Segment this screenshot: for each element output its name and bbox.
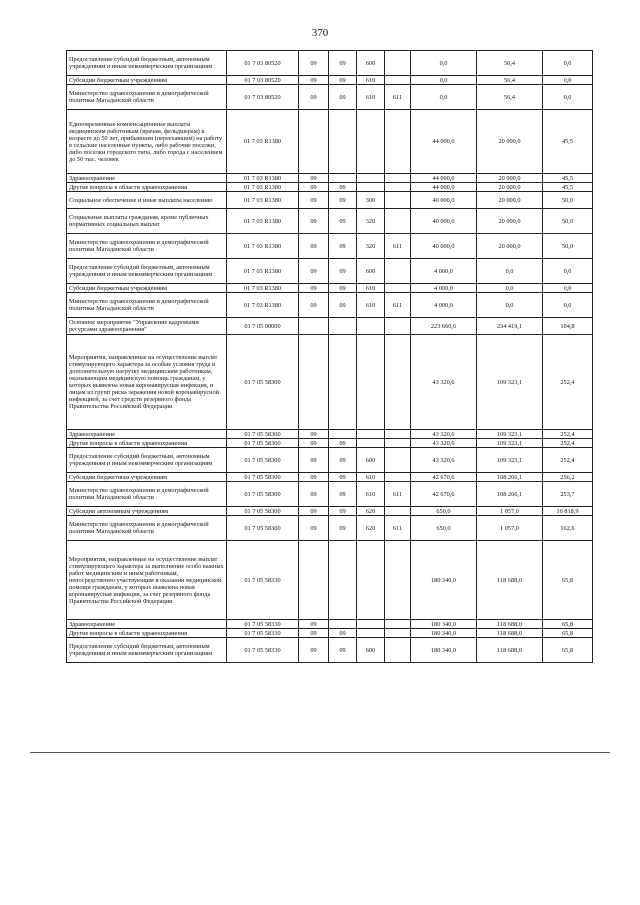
target-article-code: 01 7 03 80520 [227, 76, 299, 85]
expense-type-code: 300 [357, 192, 385, 209]
expense-type-code: 600 [357, 51, 385, 76]
target-article-code: 01 7 03 R1380 [227, 234, 299, 259]
approved-amount: 42 670,6 [411, 473, 477, 482]
administrator-code: 611 [385, 234, 411, 259]
subsection-code [329, 174, 357, 183]
administrator-code [385, 51, 411, 76]
execution-percent: 0,0 [543, 51, 593, 76]
section-code: 09 [299, 209, 329, 234]
executed-amount: 56,4 [477, 76, 543, 85]
target-article-code: 01 7 03 R1380 [227, 174, 299, 183]
executed-amount: 20 000,0 [477, 209, 543, 234]
row-name: Предоставление субсидий бюджетным, автономным учреждениям и иным некоммерческим организациям [67, 638, 227, 663]
target-article-code: 01 7 05 58300 [227, 430, 299, 439]
target-article-code: 01 7 05 58330 [227, 541, 299, 620]
administrator-code [385, 430, 411, 439]
section-code: 09 [299, 439, 329, 448]
executed-amount: 118 688,0 [477, 541, 543, 620]
row-name: Мероприятия, направленные на осуществление выплат стимулирующего характера за особые условия труда и дополнительную нагрузку медицинским работникам, оказывающим медицинскую помощь гражданам, у которых выявлена новая коронавирусная инфекция, и лицам из групп риска заражения новой коронавирусной инфекцией, за счет средств резервного фонда Правительства Российской Федерации [67, 335, 227, 430]
target-article-code: 01 7 03 R1380 [227, 293, 299, 318]
target-article-code: 01 7 03 R1380 [227, 192, 299, 209]
execution-percent: 65,8 [543, 638, 593, 663]
administrator-code [385, 183, 411, 192]
target-article-code: 01 7 05 58330 [227, 638, 299, 663]
section-code: 09 [299, 76, 329, 85]
administrator-code [385, 76, 411, 85]
section-code: 09 [299, 620, 329, 629]
section-code: 09 [299, 629, 329, 638]
row-name: Мероприятия, направленные на осуществление выплат стимулирующего характера за выполнение особо важных работ медицинским и иным работникам, непосредственно участвующим в оказании медицинской помощи гражданам, у которых выявлена новая коронавирусная инфекция, за счет резервного фонда Правительства Российской Федерации [67, 541, 227, 620]
expense-type-code [357, 439, 385, 448]
executed-amount: 234 419,1 [477, 318, 543, 335]
subsection-code [329, 318, 357, 335]
section-code: 09 [299, 183, 329, 192]
administrator-code: 611 [385, 85, 411, 110]
approved-amount: 0,0 [411, 85, 477, 110]
subsection-code [329, 110, 357, 174]
target-article-code: 01 7 03 R1380 [227, 183, 299, 192]
row-name: Другие вопросы в области здравоохранения [67, 439, 227, 448]
subsection-code: 09 [329, 183, 357, 192]
execution-percent: 253,7 [543, 482, 593, 507]
row-name: Основное мероприятие "Управление кадровыми ресурсами здравоохранения" [67, 318, 227, 335]
expense-type-code: 610 [357, 85, 385, 110]
executed-amount: 1 057,0 [477, 507, 543, 516]
footer-divider [30, 752, 610, 753]
table-row [67, 192, 593, 209]
subsection-code: 09 [329, 284, 357, 293]
section-code: 09 [299, 638, 329, 663]
table-row [67, 318, 593, 335]
row-name: Другие вопросы в области здравоохранения [67, 183, 227, 192]
executed-amount: 1 057,0 [477, 516, 543, 541]
approved-amount: 180 340,0 [411, 541, 477, 620]
executed-amount: 118 688,0 [477, 620, 543, 629]
section-code: 09 [299, 51, 329, 76]
expense-type-code: 610 [357, 284, 385, 293]
table-row [67, 209, 593, 234]
expense-type-code: 610 [357, 293, 385, 318]
row-name: Министерство здравоохранения и демографической политики Магаданской области [67, 234, 227, 259]
subsection-code: 09 [329, 516, 357, 541]
execution-percent: 45,5 [543, 110, 593, 174]
section-code: 09 [299, 293, 329, 318]
administrator-code [385, 209, 411, 234]
subsection-code: 09 [329, 85, 357, 110]
administrator-code [385, 448, 411, 473]
executed-amount: 109 323,1 [477, 430, 543, 439]
executed-amount: 0,0 [477, 293, 543, 318]
subsection-code: 09 [329, 482, 357, 507]
table-row [67, 629, 593, 638]
section-code: 09 [299, 259, 329, 284]
page-number: 370 [311, 27, 329, 39]
executed-amount: 20 000,0 [477, 192, 543, 209]
execution-percent: 0,0 [543, 259, 593, 284]
execution-percent: 0,0 [543, 76, 593, 85]
target-article-code: 01 7 05 58300 [227, 335, 299, 430]
target-article-code: 01 7 03 R1380 [227, 110, 299, 174]
budget-table [66, 50, 593, 663]
subsection-code: 09 [329, 234, 357, 259]
row-name: Другие вопросы в области здравоохранения [67, 629, 227, 638]
table-row [67, 516, 593, 541]
approved-amount: 4 000,0 [411, 284, 477, 293]
table-row [67, 183, 593, 192]
section-code: 09 [299, 430, 329, 439]
table-row [67, 638, 593, 663]
administrator-code: 611 [385, 516, 411, 541]
row-name: Социальное обеспечение и иные выплаты населению [67, 192, 227, 209]
approved-amount: 44 000,0 [411, 183, 477, 192]
subsection-code: 09 [329, 473, 357, 482]
administrator-code [385, 638, 411, 663]
table-row [67, 482, 593, 507]
expense-type-code: 320 [357, 234, 385, 259]
section-code: 09 [299, 192, 329, 209]
section-code: 09 [299, 174, 329, 183]
subsection-code: 09 [329, 259, 357, 284]
target-article-code: 01 7 05 58330 [227, 629, 299, 638]
target-article-code: 01 7 05 58300 [227, 482, 299, 507]
subsection-code: 09 [329, 76, 357, 85]
administrator-code [385, 259, 411, 284]
execution-percent: 45,5 [543, 183, 593, 192]
target-article-code: 01 7 05 58330 [227, 620, 299, 629]
execution-percent: 162,6 [543, 516, 593, 541]
section-code [299, 541, 329, 620]
row-name: Министерство здравоохранения и демографической политики Магаданской области [67, 482, 227, 507]
approved-amount: 180 340,0 [411, 620, 477, 629]
expense-type-code [357, 335, 385, 430]
execution-percent: 50,0 [543, 234, 593, 259]
executed-amount: 56,4 [477, 51, 543, 76]
subsection-code: 09 [329, 638, 357, 663]
executed-amount: 56,4 [477, 85, 543, 110]
executed-amount: 20 000,0 [477, 183, 543, 192]
administrator-code [385, 541, 411, 620]
administrator-code [385, 620, 411, 629]
table-row [67, 259, 593, 284]
execution-percent: 252,4 [543, 430, 593, 439]
row-name: Предоставление субсидий бюджетным, автономным учреждениям и иным некоммерческим организациям [67, 448, 227, 473]
table-row [67, 76, 593, 85]
execution-percent: 252,4 [543, 448, 593, 473]
administrator-code [385, 174, 411, 183]
approved-amount: 40 000,0 [411, 192, 477, 209]
target-article-code: 01 7 05 58300 [227, 439, 299, 448]
expense-type-code: 610 [357, 473, 385, 482]
expense-type-code: 600 [357, 259, 385, 284]
administrator-code [385, 192, 411, 209]
table-row [67, 448, 593, 473]
administrator-code [385, 439, 411, 448]
row-name: Предоставление субсидий бюджетным, автономным учреждениям и иным некоммерческим организациям [67, 259, 227, 284]
row-name: Субсидии бюджетным учреждениям [67, 76, 227, 85]
expense-type-code [357, 174, 385, 183]
section-code [299, 335, 329, 430]
row-name: Министерство здравоохранения и демографической политики Магаданской области [67, 85, 227, 110]
subsection-code: 09 [329, 192, 357, 209]
target-article-code: 01 7 03 R1380 [227, 209, 299, 234]
administrator-code [385, 110, 411, 174]
executed-amount: 20 000,0 [477, 234, 543, 259]
section-code: 09 [299, 234, 329, 259]
subsection-code: 09 [329, 629, 357, 638]
approved-amount: 4 000,0 [411, 293, 477, 318]
approved-amount: 180 340,0 [411, 638, 477, 663]
section-code: 09 [299, 284, 329, 293]
expense-type-code: 600 [357, 448, 385, 473]
approved-amount: 180 340,0 [411, 629, 477, 638]
target-article-code: 01 7 03 80520 [227, 85, 299, 110]
administrator-code [385, 335, 411, 430]
executed-amount: 108 266,1 [477, 482, 543, 507]
subsection-code [329, 620, 357, 629]
table-row [67, 234, 593, 259]
row-name: Здравоохранение [67, 620, 227, 629]
expense-type-code [357, 430, 385, 439]
table-row [67, 174, 593, 183]
subsection-code [329, 430, 357, 439]
target-article-code: 01 7 05 58300 [227, 448, 299, 473]
row-name: Предоставление субсидий бюджетным, автономным учреждениям и иным некоммерческим организациям [67, 51, 227, 76]
approved-amount: 223 660,6 [411, 318, 477, 335]
row-name: Здравоохранение [67, 430, 227, 439]
target-article-code: 01 7 05 00000 [227, 318, 299, 335]
expense-type-code: 620 [357, 507, 385, 516]
executed-amount: 109 323,1 [477, 448, 543, 473]
section-code [299, 110, 329, 174]
approved-amount: 43 320,6 [411, 335, 477, 430]
expense-type-code [357, 629, 385, 638]
administrator-code: 611 [385, 482, 411, 507]
administrator-code [385, 318, 411, 335]
table-row [67, 293, 593, 318]
section-code [299, 318, 329, 335]
subsection-code: 09 [329, 448, 357, 473]
executed-amount: 0,0 [477, 284, 543, 293]
expense-type-code: 600 [357, 638, 385, 663]
expense-type-code: 610 [357, 482, 385, 507]
execution-percent: 65,8 [543, 629, 593, 638]
subsection-code: 09 [329, 51, 357, 76]
subsection-code: 09 [329, 293, 357, 318]
table-row [67, 439, 593, 448]
table-row [67, 51, 593, 76]
executed-amount: 0,0 [477, 259, 543, 284]
table-row [67, 110, 593, 174]
table-row [67, 335, 593, 430]
subsection-code: 09 [329, 209, 357, 234]
approved-amount: 0,0 [411, 76, 477, 85]
approved-amount: 43 320,6 [411, 448, 477, 473]
approved-amount: 44 000,0 [411, 110, 477, 174]
target-article-code: 01 7 03 80520 [227, 51, 299, 76]
execution-percent: 16 818,9 [543, 507, 593, 516]
expense-type-code [357, 541, 385, 620]
execution-percent: 50,0 [543, 209, 593, 234]
subsection-code: 09 [329, 439, 357, 448]
row-name: Здравоохранение [67, 174, 227, 183]
administrator-code [385, 629, 411, 638]
target-article-code: 01 7 03 R1380 [227, 284, 299, 293]
subsection-code: 09 [329, 507, 357, 516]
executed-amount: 20 000,0 [477, 174, 543, 183]
approved-amount: 4 000,0 [411, 259, 477, 284]
administrator-code: 611 [385, 293, 411, 318]
approved-amount: 43 320,6 [411, 439, 477, 448]
table-row [67, 430, 593, 439]
execution-percent: 65,8 [543, 620, 593, 629]
row-name: Министерство здравоохранения и демографической политики Магаданской области [67, 293, 227, 318]
table-row [67, 85, 593, 110]
approved-amount: 43 320,6 [411, 430, 477, 439]
row-name: Единовременные компенсационные выплаты медицинским работникам (врачам, фельдшерам) в возрасте до 50 лет, прибывшим (переехавшим) на работу в сельские населенные пункты, либо рабочие поселки, либо поселки городского типа, либо города с населением до 50 тыс. человек [67, 110, 227, 174]
target-article-code: 01 7 05 58300 [227, 473, 299, 482]
expense-type-code: 620 [357, 516, 385, 541]
executed-amount: 118 688,0 [477, 629, 543, 638]
execution-percent: 104,8 [543, 318, 593, 335]
approved-amount: 650,0 [411, 507, 477, 516]
row-name: Субсидии автономным учреждениям [67, 507, 227, 516]
section-code: 09 [299, 516, 329, 541]
section-code: 09 [299, 482, 329, 507]
section-code: 09 [299, 507, 329, 516]
execution-percent: 45,5 [543, 174, 593, 183]
approved-amount: 0,0 [411, 51, 477, 76]
approved-amount: 42 670,6 [411, 482, 477, 507]
section-code: 09 [299, 473, 329, 482]
execution-percent: 0,0 [543, 284, 593, 293]
approved-amount: 40 000,0 [411, 234, 477, 259]
row-name: Субсидии бюджетным учреждениям [67, 473, 227, 482]
execution-percent: 252,4 [543, 439, 593, 448]
execution-percent: 65,8 [543, 541, 593, 620]
executed-amount: 118 688,0 [477, 638, 543, 663]
table-row [67, 473, 593, 482]
table-row [67, 541, 593, 620]
target-article-code: 01 7 03 R1380 [227, 259, 299, 284]
subsection-code [329, 335, 357, 430]
executed-amount: 109 323,1 [477, 439, 543, 448]
target-article-code: 01 7 05 58300 [227, 507, 299, 516]
approved-amount: 40 000,0 [411, 209, 477, 234]
expense-type-code: 320 [357, 209, 385, 234]
executed-amount: 108 266,1 [477, 473, 543, 482]
execution-percent: 256,2 [543, 473, 593, 482]
table-row [67, 284, 593, 293]
row-name: Социальные выплаты гражданам, кроме публичных нормативных социальных выплат [67, 209, 227, 234]
expense-type-code [357, 318, 385, 335]
administrator-code [385, 284, 411, 293]
approved-amount: 650,0 [411, 516, 477, 541]
execution-percent: 0,0 [543, 293, 593, 318]
expense-type-code [357, 620, 385, 629]
subsection-code [329, 541, 357, 620]
section-code: 09 [299, 85, 329, 110]
expense-type-code: 610 [357, 76, 385, 85]
expense-type-code [357, 183, 385, 192]
row-name: Министерство здравоохранения и демографической политики Магаданской области [67, 516, 227, 541]
administrator-code [385, 473, 411, 482]
section-code: 09 [299, 448, 329, 473]
table-row [67, 620, 593, 629]
executed-amount: 20 000,0 [477, 110, 543, 174]
expense-type-code [357, 110, 385, 174]
executed-amount: 109 323,1 [477, 335, 543, 430]
target-article-code: 01 7 05 58300 [227, 516, 299, 541]
table-row [67, 507, 593, 516]
approved-amount: 44 000,0 [411, 174, 477, 183]
execution-percent: 252,4 [543, 335, 593, 430]
execution-percent: 50,0 [543, 192, 593, 209]
administrator-code [385, 507, 411, 516]
execution-percent: 0,0 [543, 85, 593, 110]
budget-table-body [67, 51, 593, 663]
row-name: Субсидии бюджетным учреждениям [67, 284, 227, 293]
